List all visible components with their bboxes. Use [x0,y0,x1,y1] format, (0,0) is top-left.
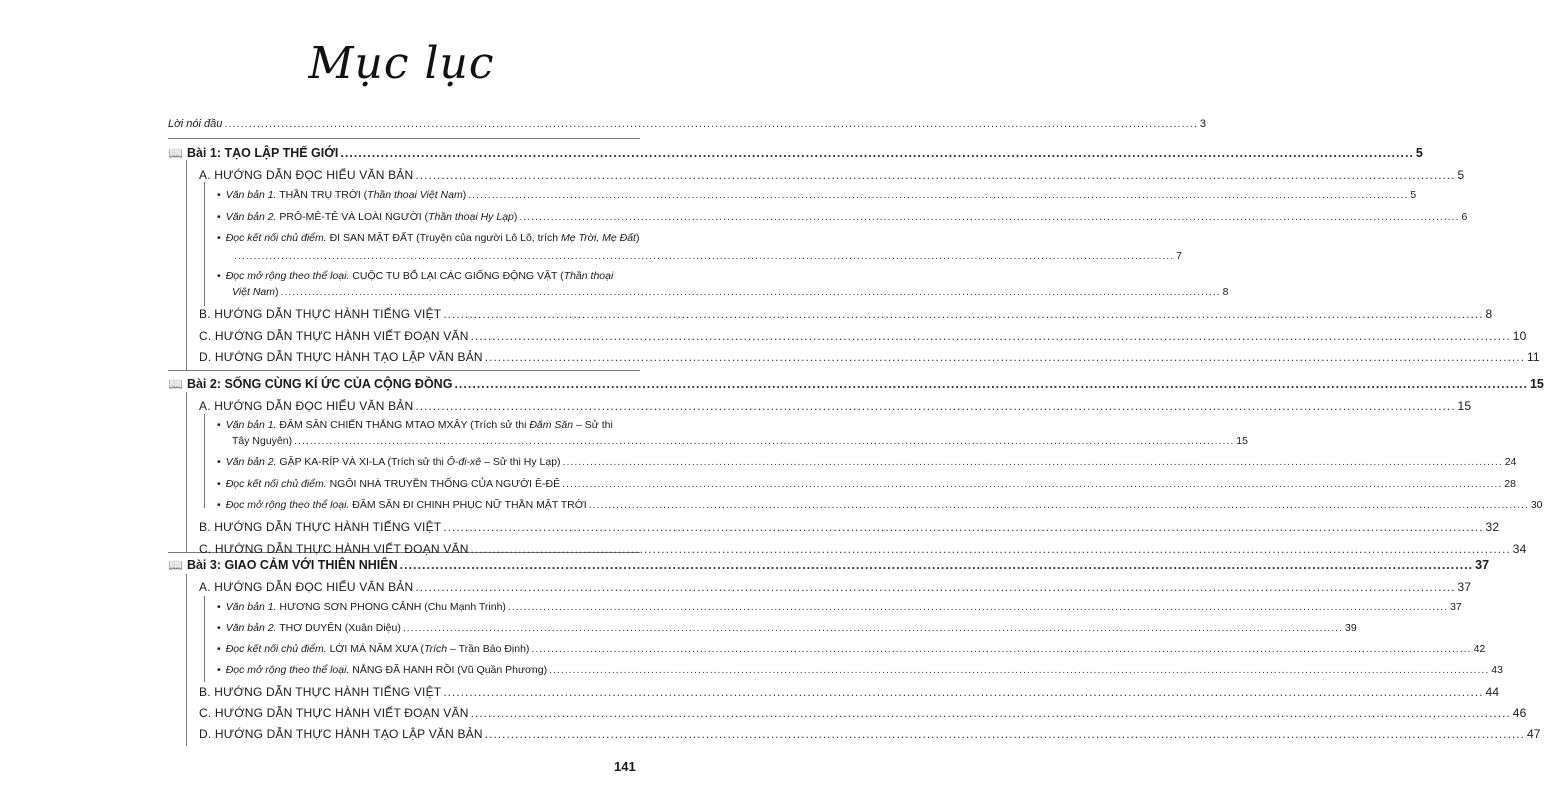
entry-page: 42 [1473,643,1486,655]
entry-label: Bài 1: TẠO LẬP THẾ GIỚI [186,146,339,160]
entry-page: 11 [1526,350,1540,364]
divider [204,182,205,306]
entry-page: 47 [1526,727,1541,741]
entry-label: D. HƯỚNG DẪN THỰC HÀNH TẠO LẬP VĂN BẢN [199,350,483,364]
book-icon: 📖 [168,558,183,572]
entry-label: Bài 3: GIAO CẢM VỚI THIÊN NHIÊN [186,558,398,572]
toc-item[interactable]: • Đọc mở rộng theo thể loại. CUỘC TU BỔ LẠI CÁC GIỐNG ĐỘNG VẬT (Thần thoại [217,270,614,282]
toc-section[interactable] [199,350,1540,364]
entry-page: 15 [1236,435,1248,447]
toc-lesson[interactable] [168,558,1490,572]
divider [186,160,187,370]
toc-entry[interactable] [168,118,1206,130]
entry-page: 32 [1485,520,1500,534]
entry-page: 37 [1457,580,1472,594]
toc-item[interactable]: • Văn bản 1. THẦN TRỤ TRỜI (Thần thoại Việt Nam) ..... 5 [217,189,638,201]
entry-page: 15 [1457,399,1472,413]
divider [168,370,640,371]
entry-label: B. HƯỚNG DẪN THỰC HÀNH TIẾNG VIỆT [199,307,442,321]
entry-label: A. HƯỚNG DẪN ĐỌC HIỂU VĂN BẢN [199,399,414,413]
entry-page: 30 [1530,499,1543,511]
toc-section[interactable] [199,580,1472,594]
entry-label: A. HƯỚNG DẪN ĐỌC HIỂU VĂN BẢN [199,580,414,594]
toc-section[interactable] [199,727,1541,741]
toc-lesson[interactable] [168,377,1544,391]
toc-section[interactable] [199,542,1527,556]
divider [204,414,205,508]
toc-item[interactable]: • Văn bản 1. HƯƠNG SƠN PHONG CẢNH (Chu Mạnh Trinh) ..... 37 [217,601,638,613]
entry-page: 34 [1512,542,1527,556]
toc-item[interactable]: • Văn bản 1. ĐĂM SĂN CHIẾN THẮNG MTAO MXÂY (Trích sử thi Đăm Săn – Sử thi [217,419,613,431]
entry-page: 7 [1176,250,1182,262]
book-icon: 📖 [168,377,183,391]
entry-page: 37 [1475,558,1490,572]
toc-item[interactable]: • Đọc kết nối chủ điểm. ĐI SAN MẶT ĐẤT (Truyện của người Lô Lô, trích Mẹ Trời, Mẹ Đất) [217,232,640,244]
toc-section[interactable] [199,685,1500,699]
entry-page: 46 [1512,706,1527,720]
entry-page: 39 [1344,622,1357,634]
entry-page: 37 [1450,601,1462,613]
entry-page: 43 [1491,664,1503,676]
entry-page: 8 [1222,286,1229,298]
entry-label: Lời nói đầu [168,118,223,130]
entry-label: Bài 2: SỐNG CÙNG KÍ ỨC CỦA CỘNG ĐỒNG [186,377,453,391]
toc-item[interactable]: • Văn bản 2. PRÔ-MÊ-TÊ VÀ LOÀI NGƯỜI (Thần thoại Hy Lạp) ..... 6 [217,211,638,223]
entry-label: B. HƯỚNG DẪN THỰC HÀNH TIẾNG VIỆT [199,520,442,534]
entry-page: 44 [1485,685,1500,699]
entry-label: D. HƯỚNG DẪN THỰC HÀNH TẠO LẬP VĂN BẢN [199,727,483,741]
toc-item[interactable]: • Đọc kết nối chủ điểm. NGÔI NHÀ TRUYỀN THỐNG CỦA NGƯỜI Ê-ĐÊ ..... 28 [217,478,638,490]
entry-page: 5 [1415,146,1423,160]
entry-label: C. HƯỚNG DẪN THỰC HÀNH VIẾT ĐOẠN VĂN [199,542,469,556]
entry-page: 28 [1504,478,1516,490]
toc-item[interactable]: • Văn bản 2. THƠ DUYÊN (Xuân Diệu) ..... 39 [217,622,638,634]
toc-section[interactable] [199,399,1472,413]
entry-page: 10 [1512,329,1527,343]
divider [204,596,205,682]
entry-page: 3 [1199,118,1206,130]
toc-lesson[interactable] [168,146,1423,160]
divider [186,392,187,552]
entry-label: C. HƯỚNG DẪN THỰC HÀNH VIẾT ĐOẠN VĂN [199,706,469,720]
toc-section[interactable] [199,307,1493,321]
divider [168,138,640,139]
divider [186,574,187,746]
toc-section[interactable] [199,329,1527,343]
entry-label: C. HƯỚNG DẪN THỰC HÀNH VIẾT ĐOẠN VĂN [199,329,469,343]
toc-item-cont [232,250,1182,262]
page-number: 141 [614,759,636,774]
book-icon: 📖 [168,146,183,160]
entry-label: A. HƯỚNG DẪN ĐỌC HIỂU VĂN BẢN [199,168,414,182]
toc-section[interactable] [199,706,1527,720]
entry-page: 8 [1485,307,1493,321]
toc-item-cont: Việt Nam) ..... 8 [232,286,638,298]
toc-item[interactable]: • Đọc mở rộng theo thể loại. ĐĂM SĂN ĐI CHINH PHỤC NỮ THẦN MẶT TRỜI ..... 30 [217,499,638,511]
entry-label: B. HƯỚNG DẪN THỰC HÀNH TIẾNG VIỆT [199,685,442,699]
page-title: Mục lục [308,38,495,89]
entry-page: 6 [1461,211,1468,223]
entry-page: 24 [1504,456,1517,468]
entry-page: 5 [1410,189,1417,201]
toc-section[interactable] [199,168,1465,182]
toc-item-cont: Tây Nguyên) ..... 15 [232,435,638,447]
toc-section[interactable] [199,520,1500,534]
toc-item[interactable]: • Văn bản 2. GẶP KA-RÍP VÀ XI-LA (Trích sử thi Ô-đi-xê – Sử thi Hy Lạp) ..... 24 [217,456,638,468]
toc-item[interactable]: • Đọc mở rộng theo thể loại. NẮNG ĐÃ HANH RỒI (Vũ Quần Phương) ..... 43 [217,664,638,676]
entry-page: 15 [1529,377,1544,391]
toc-item[interactable]: • Đọc kết nối chủ điểm. LỜI MÁ NĂM XƯA (Trích – Trần Bảo Định) ..... 42 [217,643,638,655]
entry-page: 5 [1457,168,1465,182]
